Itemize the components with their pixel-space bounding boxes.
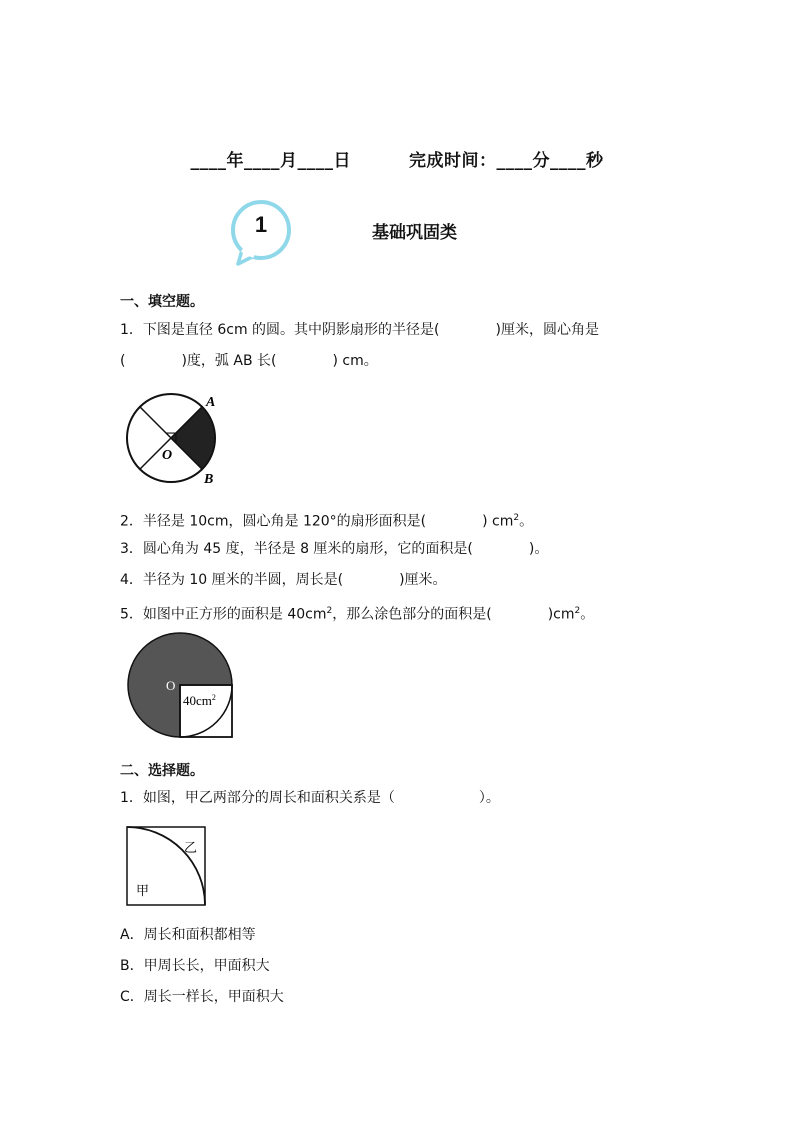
question-4: 4．半径为 10 厘米的半圆，周长是( )厘米。	[120, 572, 447, 588]
main-title: 基础巩固类	[372, 223, 457, 243]
section-choice-title: 二、选择题。	[120, 763, 204, 779]
circle-sector-figure	[118, 390, 228, 490]
question-1-line-1: 1．下图是直径 6cm 的圆。其中阴影扇形的半径是( )厘米，圆心角是	[120, 322, 599, 338]
option-a: A．周长和面积都相等	[120, 927, 256, 943]
option-b: B．甲周长长，甲面积大	[120, 958, 270, 974]
date-line: ____年____月____日	[190, 151, 351, 171]
point-b-label: B	[204, 472, 214, 487]
time-line: 完成时间：____分____秒	[409, 151, 604, 171]
option-c: C．周长一样长，甲面积大	[120, 989, 284, 1005]
section-fill-blank-title: 一、填空题。	[120, 294, 204, 310]
center-o-label: O	[162, 448, 173, 463]
region-jia-label: 甲	[136, 884, 150, 899]
circle-square-figure	[124, 630, 240, 742]
center-o-label: O	[166, 678, 176, 693]
badge-number: 1	[254, 212, 268, 237]
question-3: 3．圆心角为 45 度，半径是 8 厘米的扇形，它的面积是( )。	[120, 541, 549, 557]
question-2: 2．半径是 10cm，圆心角是 120°的扇形面积是( ) $cm^2$。	[120, 513, 534, 530]
region-yi-label: 乙	[184, 841, 198, 856]
quarter-arc-figure	[124, 824, 210, 908]
choice-question-1: 1．如图，甲乙两部分的周长和面积关系是（ ）。	[120, 790, 500, 806]
square-area-label: $40cm^2$	[183, 693, 216, 708]
question-5: 5．如图中正方形的面积是 $40cm^2$，那么涂色部分的面积是( )$cm^2$。	[120, 606, 595, 623]
point-a-label: A	[206, 395, 216, 410]
question-1-line-2: ( )度，弧 AB 长( ) cm。	[120, 353, 378, 369]
header-date-time	[0, 146, 794, 171]
